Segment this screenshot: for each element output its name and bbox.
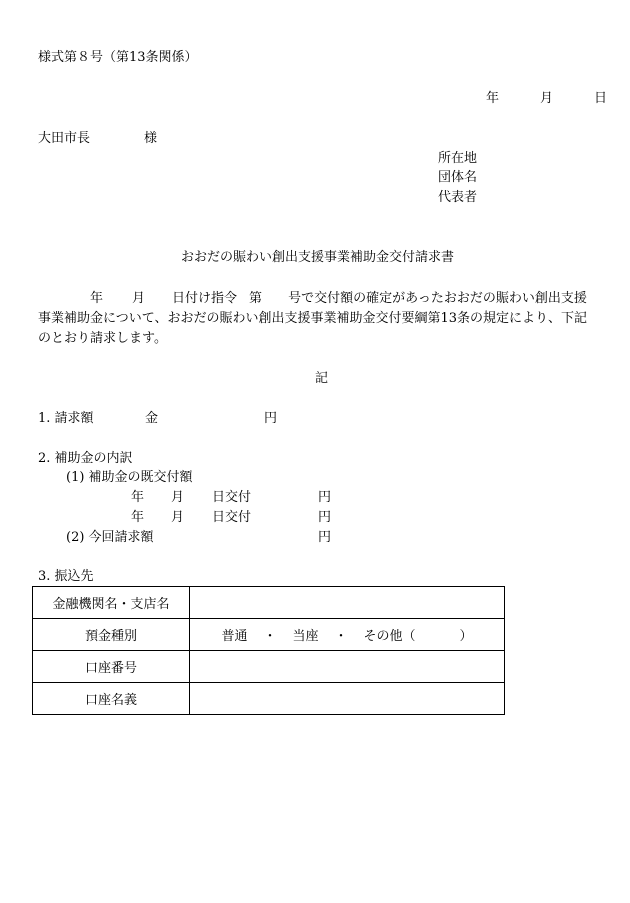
ki-heading: 記 <box>315 371 329 386</box>
deposit-type-current[interactable]: 当座 <box>292 629 319 644</box>
deposit-type-separator: ・ <box>334 629 348 644</box>
row1-month: 月 <box>171 490 185 505</box>
request-paragraph <box>38 289 612 349</box>
item2-label: 2. 補助金の内訳 <box>38 451 133 466</box>
paragraph-line-3: のとおり請求します。 <box>38 331 167 346</box>
account-number-field[interactable] <box>190 651 505 683</box>
row2-yen: 円 <box>318 510 332 525</box>
account-holder-label: 口座名義 <box>33 683 190 715</box>
item2-sub2: (2) 今回請求額 <box>66 530 154 545</box>
body-line1-rest: 号で交付額の確定があったおおだの賑わい創出支援 <box>288 291 587 306</box>
bank-account-table <box>32 586 505 715</box>
item1-yen: 円 <box>264 411 278 426</box>
row2-day: 日交付 <box>212 510 252 525</box>
deposit-type-ordinary[interactable]: 普通 <box>221 629 248 644</box>
account-number-label: 口座番号 <box>33 651 190 683</box>
row1-day: 日交付 <box>212 490 252 505</box>
deposit-type-separator: ・ <box>263 629 277 644</box>
applicant-organization-label: 団体名 <box>438 170 478 185</box>
row2-year: 年 <box>131 510 145 525</box>
item2-sub1: (1) 補助金の既交付額 <box>66 470 193 485</box>
applicant-representative-label: 代表者 <box>438 190 478 205</box>
item1-label: 1. 請求額 <box>38 411 94 426</box>
item2-sub2-yen: 円 <box>318 530 332 545</box>
deposit-type-close: ） <box>459 629 473 644</box>
body-month: 月 <box>132 291 146 306</box>
paragraph-line-2: 事業補助金について、おおだの賑わい創出支援事業補助金交付要綱第13条の規定により、下記 <box>38 311 588 326</box>
table-row <box>33 651 505 683</box>
date-month: 月 <box>540 91 554 106</box>
paragraph-line-1 <box>38 289 612 309</box>
item3-label: 3. 振込先 <box>38 569 94 584</box>
deposit-type-other[interactable]: その他（ <box>363 629 416 644</box>
account-holder-field[interactable] <box>190 683 505 715</box>
body-date-directive: 日付け指令 <box>172 291 238 306</box>
item1-kin: 金 <box>145 411 159 426</box>
table-row <box>33 619 505 651</box>
bank-name-field[interactable] <box>190 587 505 619</box>
table-row <box>33 587 505 619</box>
bank-name-label: 金融機関名・支店名 <box>33 587 190 619</box>
date-day: 日 <box>594 91 608 106</box>
row1-yen: 円 <box>318 490 332 505</box>
deposit-type-field[interactable] <box>190 619 505 651</box>
addressee-name: 大田市長 <box>38 131 91 146</box>
table-row <box>33 683 505 715</box>
addressee-honorific: 様 <box>144 131 158 146</box>
document-title: おおだの賑わい創出支援事業補助金交付請求書 <box>181 250 455 265</box>
body-dai: 第 <box>249 291 263 306</box>
row2-month: 月 <box>171 510 185 525</box>
date-year: 年 <box>486 91 500 106</box>
applicant-address-label: 所在地 <box>438 151 478 166</box>
row1-year: 年 <box>131 490 145 505</box>
deposit-type-label: 預金種別 <box>33 619 190 651</box>
form-number: 様式第８号（第13条関係） <box>38 50 198 65</box>
body-year: 年 <box>90 291 104 306</box>
